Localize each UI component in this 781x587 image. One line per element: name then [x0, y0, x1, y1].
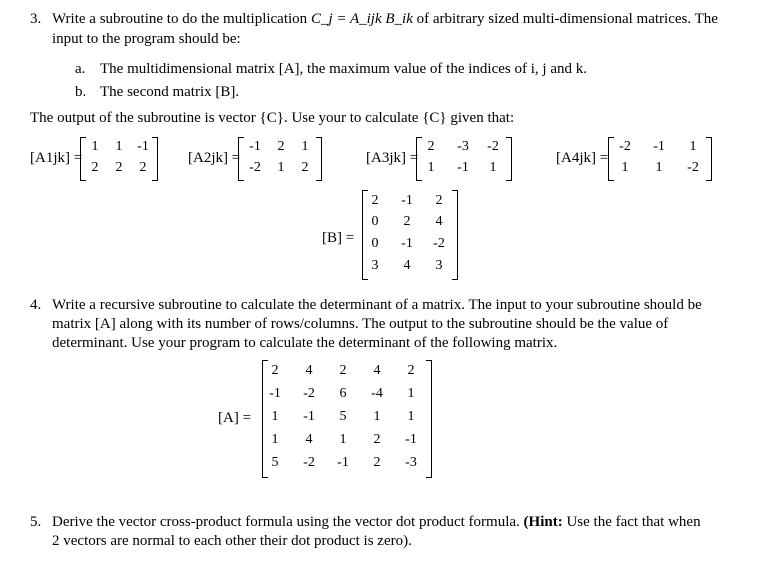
a-cell: 1: [407, 409, 415, 424]
a-cell: 5: [339, 409, 347, 424]
b-cell: 0: [371, 236, 379, 251]
matrix-a1: [80, 137, 158, 181]
a2-cell: 1: [277, 160, 285, 175]
q3-line1: [52, 10, 718, 29]
a-cell: 5: [271, 455, 279, 470]
a2-label: [A2jk] =: [188, 150, 241, 166]
bracket-right: [452, 190, 458, 280]
a-cell: 2: [373, 432, 381, 447]
matrix-a4: [608, 137, 712, 181]
b-cell: 2: [435, 193, 443, 208]
a2-cell: 2: [301, 160, 309, 175]
b-label: [B] =: [322, 230, 355, 246]
a-cell: -1: [337, 455, 349, 470]
a-cell: 4: [305, 363, 313, 378]
q4-line3: determinant. Use your program to calculate the determinant of the following matrix.: [52, 335, 558, 351]
q4-line1: Write a recursive subroutine to calculate the determinant of a matrix. The input to your subroutine should be: [52, 297, 702, 313]
q5-line1-a: Derive the vector cross-product formula using the vector dot product formula.: [52, 514, 520, 530]
a-cell: -1: [303, 409, 315, 424]
a-cell: 2: [373, 455, 381, 470]
q3-item-a-text: The multidimensional matrix [A], the maximum value of the indices of i, j and k.: [100, 61, 587, 77]
a-cell: 1: [271, 432, 279, 447]
q3-item-b-text: The second matrix [B].: [100, 84, 240, 100]
b-cell: -1: [401, 193, 413, 208]
a4-cell: 1: [621, 160, 629, 175]
a2-cell: 1: [301, 139, 309, 154]
b-cell: -2: [433, 236, 445, 251]
a1-cell: 2: [91, 160, 99, 175]
a-cell: 1: [339, 432, 347, 447]
a-cell: 1: [271, 409, 279, 424]
b-cell: 4: [403, 258, 411, 273]
q3-line2: input to the program should be:: [52, 31, 241, 47]
b-cell: 2: [371, 193, 379, 208]
a1-cell: 2: [115, 160, 123, 175]
a3-label: [A3jk] =: [366, 150, 419, 166]
bracket-right: [706, 137, 712, 181]
a-cell: -2: [303, 386, 315, 401]
a-cell: 2: [339, 363, 347, 378]
a1-cell: -1: [137, 139, 149, 154]
q5-hint-label: (Hint:: [523, 514, 563, 530]
q3-number: 3.: [30, 11, 42, 27]
bracket-right: [426, 360, 432, 478]
q3-item-b-marker: b.: [75, 84, 87, 100]
a3-cell: -2: [487, 139, 499, 154]
q3-line1-b: of arbitrary sized multi-dimensional matrices. The: [416, 11, 718, 27]
a-cell: 4: [373, 363, 381, 378]
a-cell: 2: [407, 363, 415, 378]
a4-cell: 1: [689, 139, 697, 154]
a4-cell: -2: [619, 139, 631, 154]
a2-cell: -1: [249, 139, 261, 154]
matrix-b: [362, 190, 458, 280]
a3-cell: -3: [457, 139, 469, 154]
a-cell: 2: [271, 363, 279, 378]
q4-number: 4.: [30, 297, 42, 313]
b-cell: 2: [403, 214, 411, 229]
a1-cell: 2: [139, 160, 147, 175]
q3-line1-a: Write a subroutine to do the multiplication: [52, 11, 308, 27]
a-cell: 1: [373, 409, 381, 424]
a-label: [A] =: [218, 410, 252, 426]
a1-cell: 1: [91, 139, 99, 154]
matrix-a: [262, 360, 432, 478]
a3-cell: 1: [489, 160, 497, 175]
a1-cell: 1: [115, 139, 123, 154]
q3-item-a-marker: a.: [75, 61, 86, 77]
q3-output-line: The output of the subroutine is vector {C}. Use your to calculate {C} given that:: [30, 110, 515, 126]
a1-label: [A1jk] =: [30, 150, 83, 166]
a-cell: -3: [405, 455, 417, 470]
q4-line2: matrix [A] along with its number of rows/columns. The output to the subroutine should be the value of: [52, 316, 669, 332]
a3-cell: 1: [427, 160, 435, 175]
a4-cell: -1: [653, 139, 665, 154]
a4-label: [A4jk] =: [556, 150, 609, 166]
a-cell: -1: [405, 432, 417, 447]
q5-line1-b: Use the fact that when: [566, 514, 701, 530]
b-cell: 3: [371, 258, 379, 273]
a2-cell: 2: [277, 139, 285, 154]
b-cell: 0: [371, 214, 379, 229]
matrix-a2: [238, 137, 322, 181]
matrix-a3: [416, 137, 512, 181]
a4-cell: 1: [655, 160, 663, 175]
b-cell: 3: [435, 258, 443, 273]
a3-cell: -1: [457, 160, 469, 175]
a3-cell: 2: [427, 139, 435, 154]
b-cell: -1: [401, 236, 413, 251]
b-cell: 4: [435, 214, 443, 229]
q5-line2: 2 vectors are normal to each other their dot product is zero).: [52, 533, 412, 549]
a-cell: -4: [371, 386, 383, 401]
a-cell: 1: [407, 386, 415, 401]
bracket-right: [506, 137, 512, 181]
a2-cell: -2: [249, 160, 261, 175]
q3-formula: [311, 11, 413, 27]
a-cell: 4: [305, 432, 313, 447]
q5-line1: [52, 513, 701, 532]
q5-number: 5.: [30, 514, 42, 530]
a-cell: 6: [339, 386, 347, 401]
a4-cell: -2: [687, 160, 699, 175]
q3-formula-text: C_j = A_ijk B_ik: [310, 11, 413, 27]
a-cell: -2: [303, 455, 315, 470]
a-cell: -1: [269, 386, 281, 401]
